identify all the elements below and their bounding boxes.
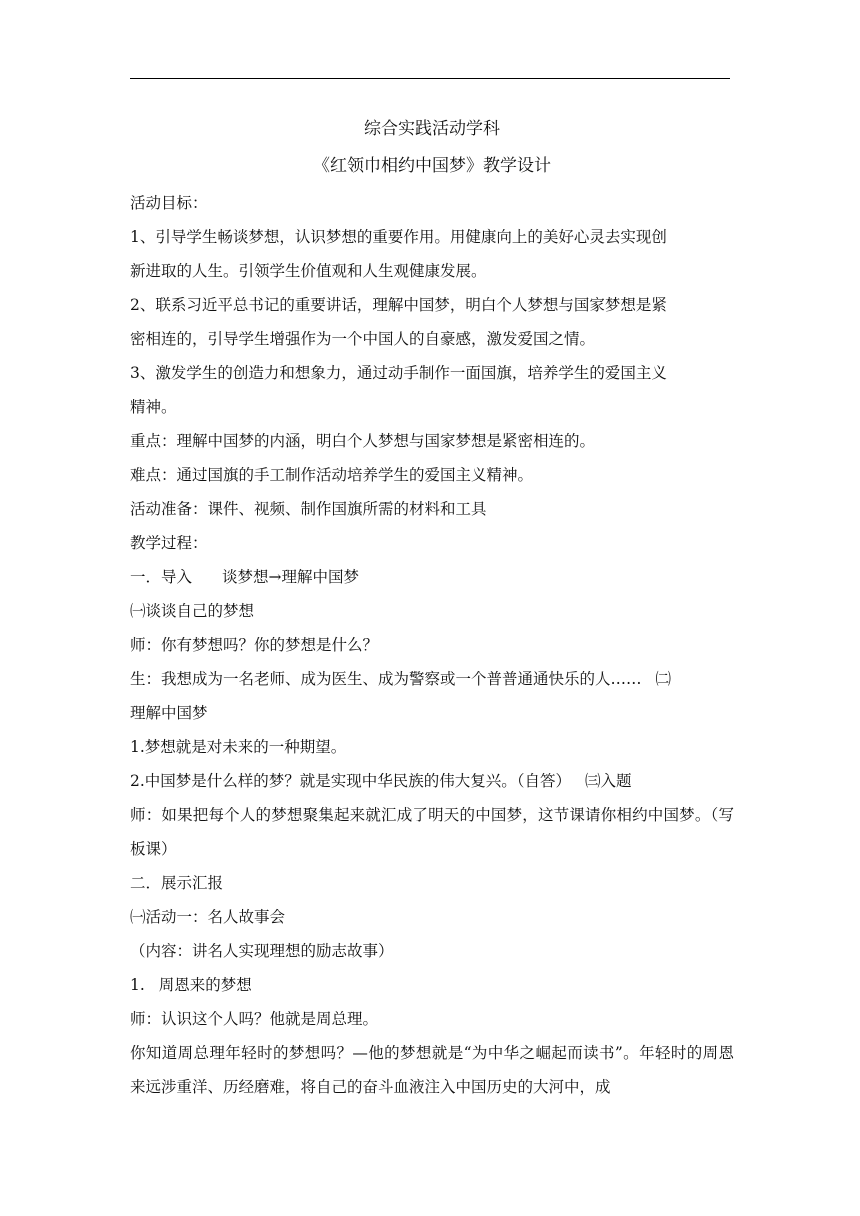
document-subtitle: 《红领巾相约中国梦》教学设计: [313, 156, 551, 176]
header-rule: [130, 78, 730, 79]
intro-heading-label: 一．导入: [130, 568, 193, 586]
text-line: 3、激发学生的创造力和想象力，通过动手制作一面国旗，培养学生的爱国主义: [130, 364, 667, 382]
text-line: 密相连的，引导学生增强作为一个中国人的自豪感，激发爱国之情。: [130, 330, 596, 348]
student-answer: 生：我想成为一名老师、成为医生、成为警察或一个普普通通快乐的人……: [130, 670, 642, 688]
zhou-heading: [130, 968, 734, 1002]
text-line: ㈠谈谈自己的梦想: [130, 602, 255, 620]
text-line: 师：认识这个人吗？他就是周总理。: [130, 1010, 379, 1028]
text-line: 重点：理解中国梦的内涵，明白个人梦想与国家梦想是紧密相连的。: [130, 432, 596, 450]
china-dream-question: 2.中国梦是什么样的梦？就是实现中华民族的伟大复兴。（自答）: [130, 772, 572, 790]
text-line: 二．展示汇报: [130, 874, 224, 892]
section-marker: ㈡: [655, 670, 672, 688]
text-line: （内容：讲名人实现理想的励志故事）: [130, 942, 394, 960]
text-line: 精神。: [130, 398, 177, 416]
text-line: 难点：通过国旗的手工制作活动培养学生的爱国主义精神。: [130, 466, 534, 484]
text-line: 1.梦想就是对未来的一种期望。: [130, 738, 347, 756]
zhou-paragraph: 你知道周总理年轻时的梦想吗？—他的梦想就是“为中华之崛起而读书”。年轻时的周恩来远涉重洋、历经磨难，将自己的奋斗血液注入中国历史的大河中，成: [130, 1044, 734, 1096]
text-line: 2、联系习近平总书记的重要讲话，理解中国梦，明白个人梦想与国家梦想是紧: [130, 296, 667, 314]
document-title: 综合实践活动学科: [364, 119, 500, 139]
text-line: 活动目标：: [130, 194, 208, 212]
text-line: 1、引导学生畅谈梦想，认识梦想的重要作用。用健康向上的美好心灵去实现创: [130, 228, 667, 246]
teacher-paragraph: 师：如果把每个人的梦想聚集起来就汇成了明天的中国梦，这节课请你相约中国梦。（写板课）: [130, 806, 734, 858]
student-answer-line: [130, 662, 734, 696]
text-line: 新进取的人生。引领学生价值观和人生观健康发展。: [130, 262, 487, 280]
text-line: 理解中国梦: [130, 704, 208, 722]
china-dream-line: [130, 764, 734, 798]
zhou-number: 1.: [130, 976, 145, 994]
text-line: 教学过程：: [130, 534, 208, 552]
document-body: [130, 112, 734, 1104]
text-line: ㈠活动一：名人故事会: [130, 908, 286, 926]
intro-heading-topic: 谈梦想→理解中国梦: [222, 568, 360, 586]
zhou-title: 周恩来的梦想: [158, 976, 252, 994]
intro-heading: [130, 560, 734, 594]
section-marker: ㈢入题: [585, 772, 632, 790]
text-line: 活动准备：课件、视频、制作国旗所需的材料和工具: [130, 500, 487, 518]
text-line: 师：你有梦想吗？你的梦想是什么？: [130, 636, 379, 654]
